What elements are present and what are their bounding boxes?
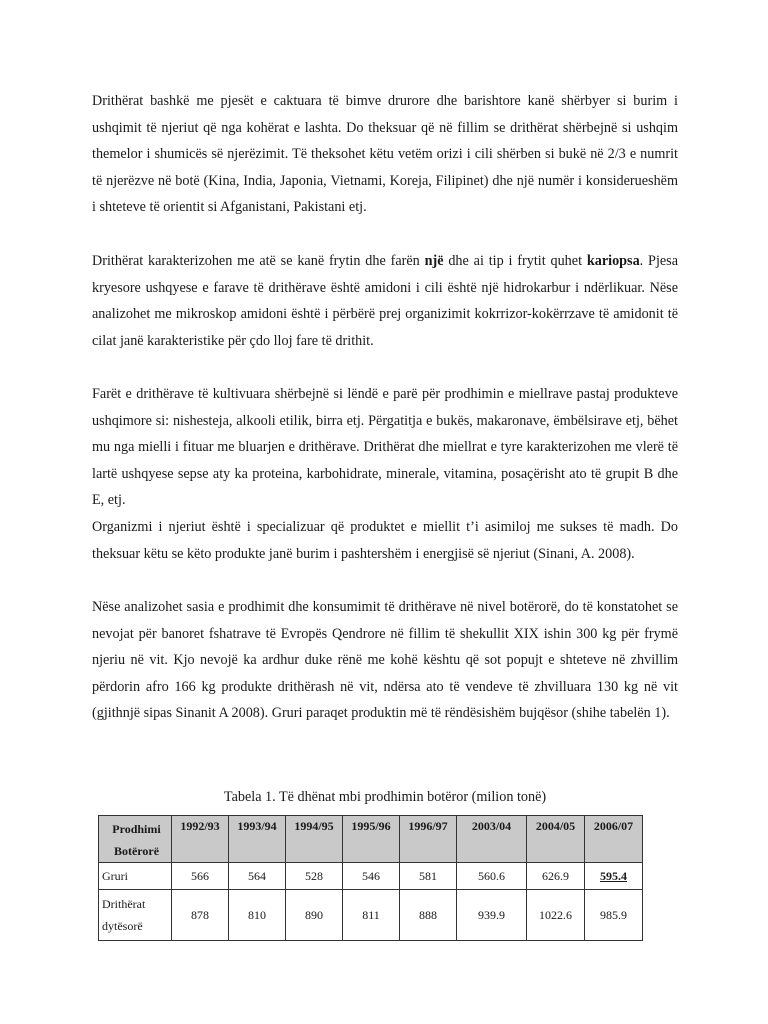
paragraph-2-text-e: . Pjesa kryesore ushqyese e farave të drithërave është amidoni i cili është një hidrokarbur i ndërlikuar. Nëse analizohet me mikroskop amidoni është i përbërë prej organizimit kokrrizor-kokërrzave të amidonit të cilat janë karakteristike për çdo lloj fare të drithit. (92, 253, 678, 349)
year-header: 1992/93 (172, 816, 229, 863)
table-caption: Tabela 1. Të dhënat mbi prodhimin botëror (milion tonë) (223, 789, 547, 805)
paragraph-1: Drithërat bashkë me pjesët e caktuara të bimve drurore dhe barishtore kanë shërbyer si burim i ushqimit të njeriut që nga kohërat e lashta. Do theksuar që në fillim se drithërat shërbejnë si ushqim themelor i shumicës së njerëzimit. Të theksohet këtu vetëm orizi i cili shërben si bukë në 2/3 e numrit të njerëzve në botë (Kina, India, Japonia, Vietnami, Koreja, Filipinet) dhe një numër i konsiderueshëm i shteteve të orientit si Afganistani, Pakistani etj. (92, 93, 678, 216)
year-header: 1994/95 (286, 816, 343, 863)
table-cell: 546 (343, 863, 400, 890)
table-cell: 626.9 (527, 863, 585, 890)
paragraph-2-bold-nje: një (424, 253, 444, 269)
table-cell: 985.9 (585, 890, 643, 941)
paragraph-2 (92, 248, 678, 354)
table-cell: 566 (172, 863, 229, 890)
year-header: 1995/96 (343, 816, 400, 863)
header-label-line-2: Botërorë (113, 844, 160, 858)
table-cell: 1022.6 (527, 890, 585, 941)
paragraph-2-text-a: Drithërat karakterizohen me atë se kanë frytin dhe farën (92, 253, 425, 269)
header-label-line-1: Prodhimi (112, 822, 161, 836)
paragraph-5: Nëse analizohet sasia e prodhimit dhe konsumimit të drithërave në nivel botërorë, do të konstatohet se nevojat për banoret fshatrave të Evropës Qendrore në fillim të shekullit XIX ishin 300 kg për frymë njeriu në vit. Kjo nevojë ka ardhur duke rënë me kohë kështu që sot popujt e shteteve në zhvillim përdorin afro 166 kg produkte drithërash në vit, ndërsa ato të vendeve të zhvilluara 130 kg në vit (gjithnjë sipas Sinanit A 2008). Gruri paraqet produktin më të rëndësishëm bujqësor (shihe tabelën 1). (92, 599, 678, 722)
table-header-row (99, 816, 643, 863)
year-header: 1996/97 (400, 816, 457, 863)
table-cell: 890 (286, 890, 343, 941)
table-row (99, 863, 643, 890)
row-label: Gruri (99, 863, 172, 890)
table-cell: 581 (400, 863, 457, 890)
production-table (98, 815, 643, 941)
table-cell: 564 (229, 863, 286, 890)
table-cell: 878 (172, 890, 229, 941)
table-row (99, 890, 643, 941)
table-cell: 810 (229, 890, 286, 941)
paragraph-4: Organizmi i njeriut është i specializuar që produktet e miellit t’i asimiloj me sukses të madh. Do theksuar këtu se këto produkte janë burim i pashtershëm i energjisë së njeriut (Sinani, A. 2008). (92, 519, 678, 562)
paragraph-3: Farët e drithërave të kultivuara shërbejnë si lëndë e parë për prodhimin e miellrave pastaj produkteve ushqimore si: nishesteja, alkooli etilik, birra etj. Përgatitja e bukës, makaronave, ëmbëlsirave etj, bëhet mu nga mielli i fituar me bluarjen e drithërave. Drithërat dhe miellrat e tyre karakterizohen me vlerë të lartë ushqyese sepse aty ka proteina, karbohidrate, minerale, vitamina, posaçërisht ato të grupit B dhe E, etj. (92, 386, 678, 509)
row-label-line-2: dytësorë (102, 919, 143, 933)
highlighted-value: 595.4 (600, 869, 627, 883)
table-cell: 939.9 (457, 890, 527, 941)
year-header: 2006/07 (585, 816, 643, 863)
table-cell-highlighted (585, 863, 643, 890)
table-cell: 811 (343, 890, 400, 941)
paragraph-2-text-c: dhe ai tip i frytit quhet (443, 253, 587, 269)
year-header: 2003/04 (457, 816, 527, 863)
year-header: 2004/05 (527, 816, 585, 863)
table-cell: 528 (286, 863, 343, 890)
table-cell: 560.6 (457, 863, 527, 890)
table-cell: 888 (400, 890, 457, 941)
paragraph-2-bold-kariopsa: kariopsa (586, 253, 640, 269)
year-header: 1993/94 (229, 816, 286, 863)
row-label (99, 890, 172, 941)
header-label-cell (99, 816, 172, 863)
row-label-line-1: Drithërat (102, 897, 146, 911)
